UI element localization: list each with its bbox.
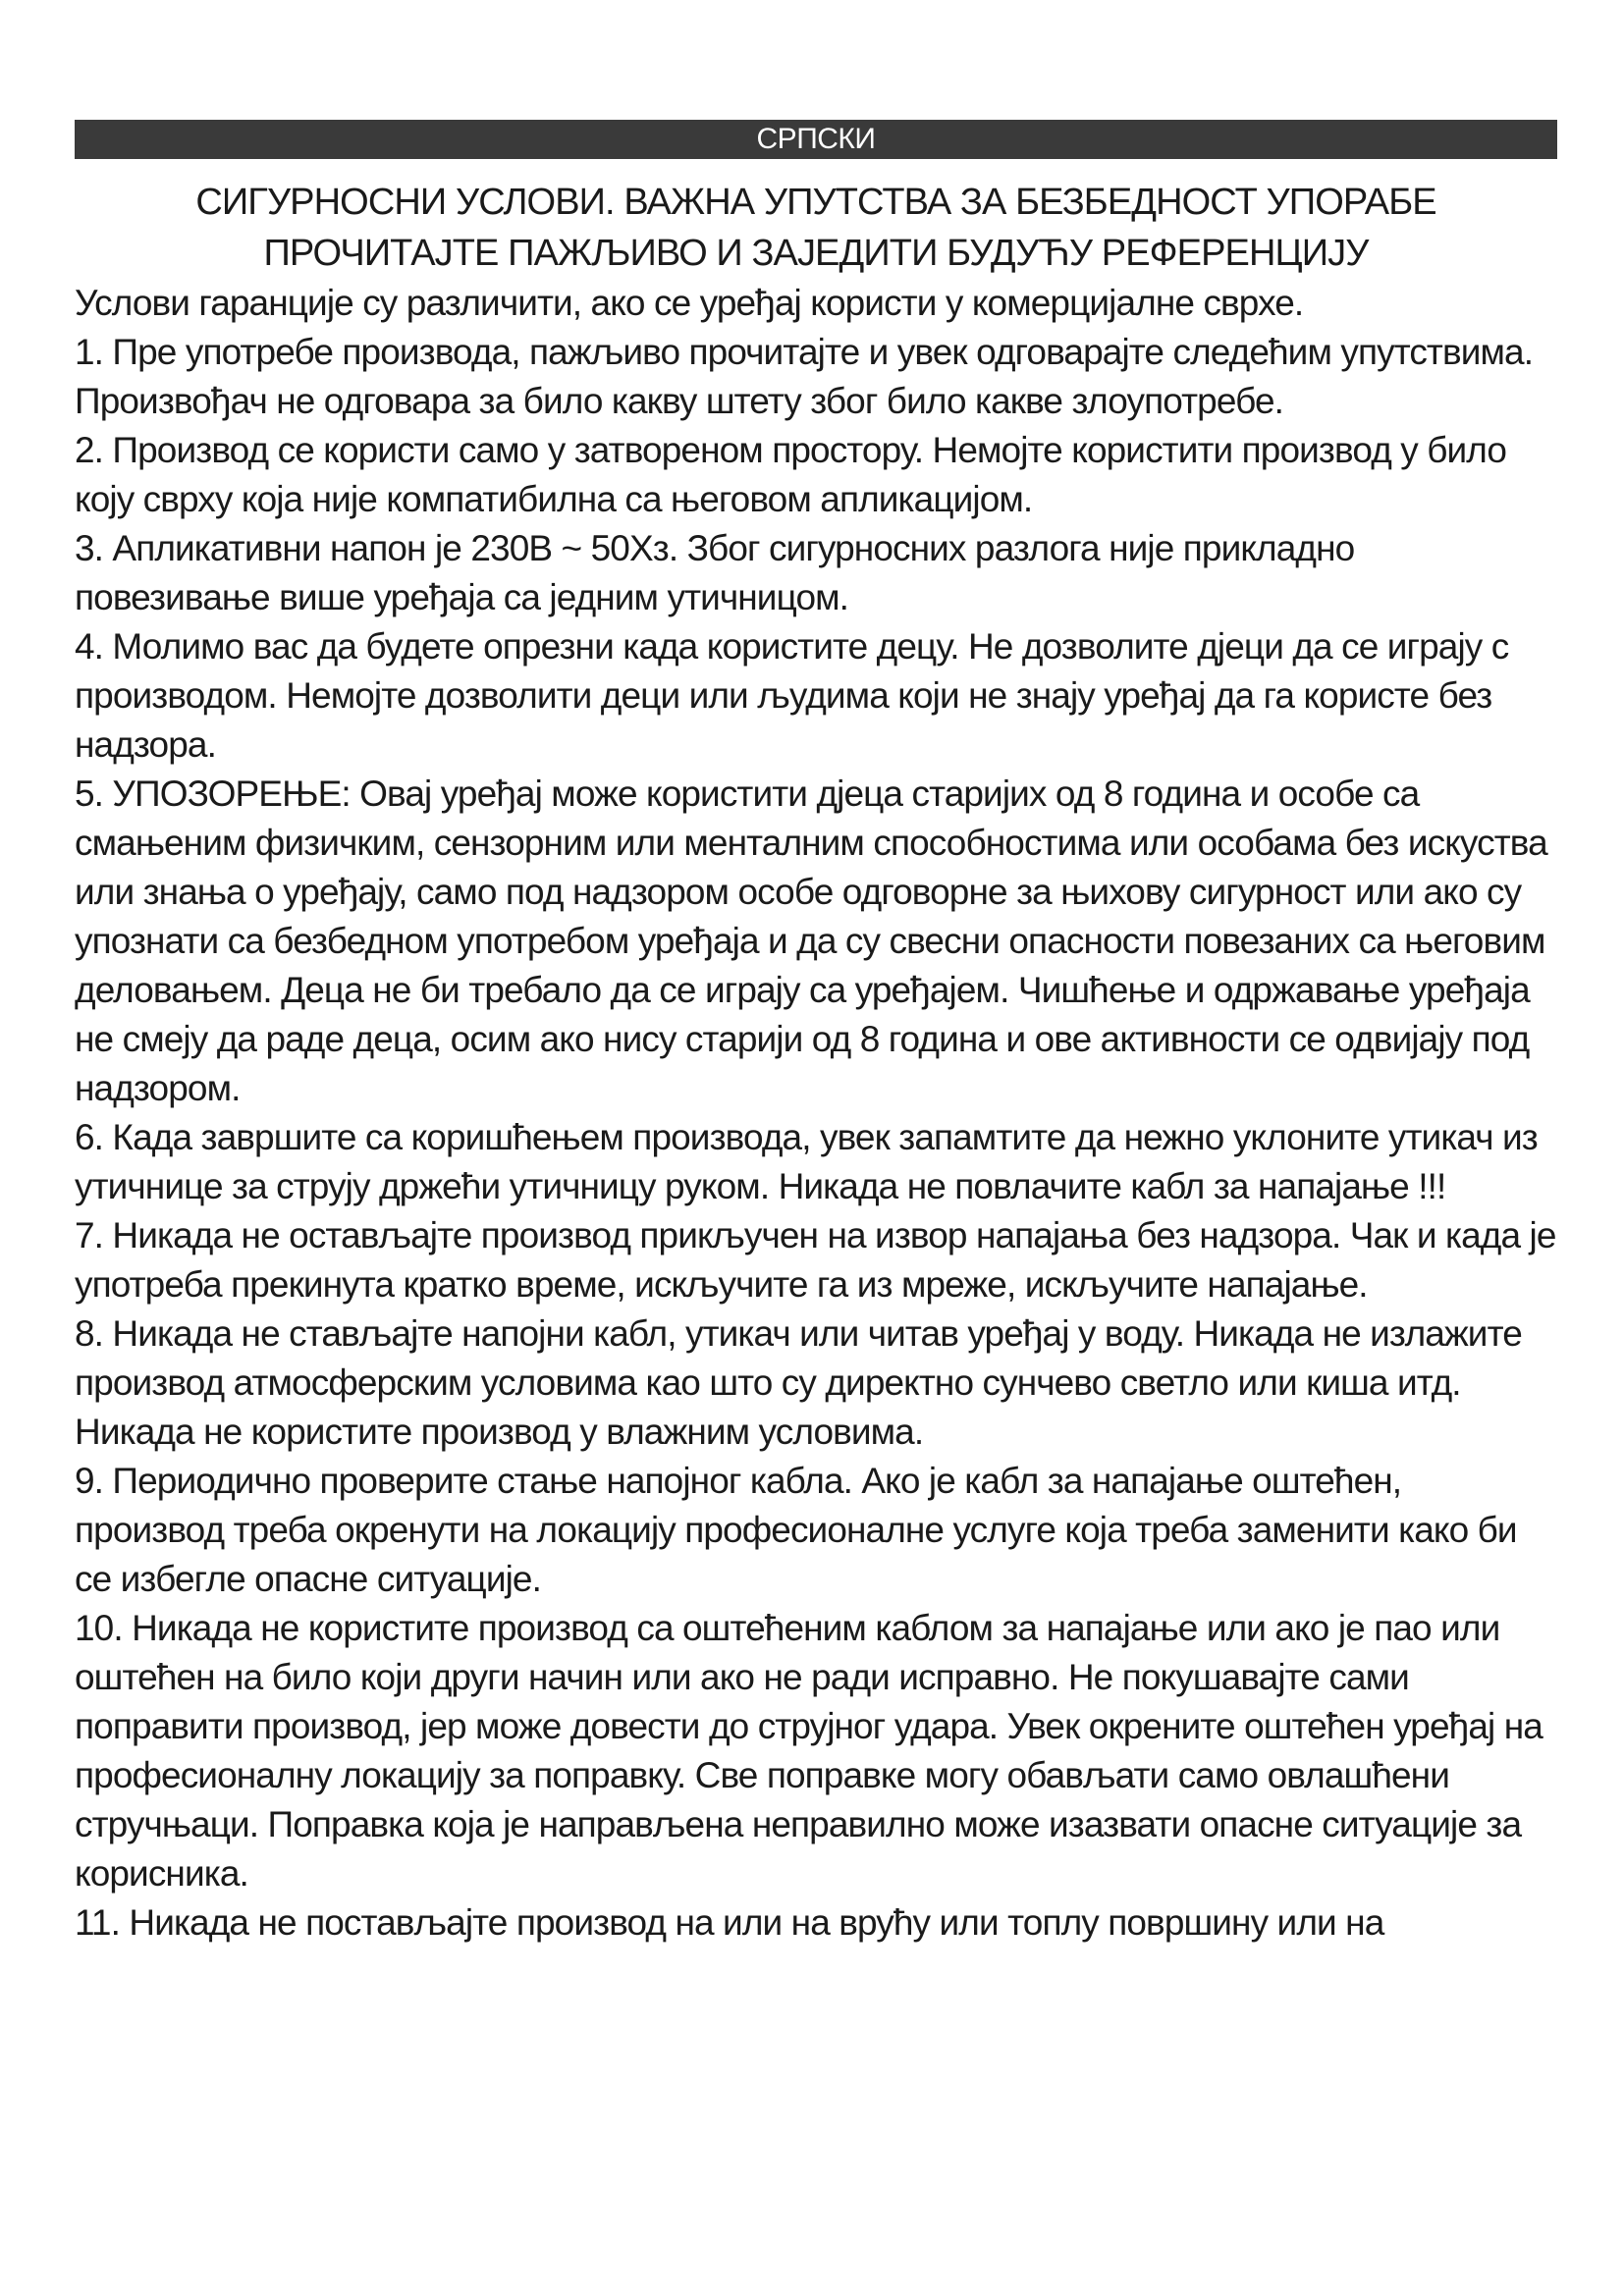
instruction-item-10: 10. Никада не користите производ са оштећеним каблом за напајање или ако је пао или оштећен на било који други начин или ако не ради исправно. Не покушавајте сами поправити производ, јер може довести до струјног удара. Увек окрените оштећен уређај на професионалну локацију за поправку. Све поправке могу обављати само овлашћени стручњаци. Поправка која је направљена неправилно може изазвати опасне ситуације за корисника.: [75, 1608, 1543, 1894]
instruction-item-8: 8. Никада не стављајте напојни кабл, утикач или читав уређај у воду. Никада не излажите производ атмосферским условима као што су директно сунчево светло или киша итд. Никада не користите производ у влажним условима.: [75, 1313, 1522, 1452]
instruction-item-2: 2. Производ се користи само у затвореном простору. Немојте користити производ у било коју сврху која није компатибилна са његовом апликацијом.: [75, 430, 1507, 519]
safety-subtitle: ПРОЧИТАЈТЕ ПАЖЉИВО И ЗАЈЕДИТИ БУДУЋУ РЕФЕРЕНЦИЈУ: [263, 233, 1369, 274]
instructions-body: [75, 279, 1557, 1948]
warranty-intro: Услови гаранције су различити, ако се уређај користи у комерцијалне сврхе.: [75, 283, 1304, 323]
instruction-item-3: 3. Апликативни напон је 230В ~ 50Хз. Због сигурносних разлога није прикладно повезивање више уређаја са једним утичницом.: [75, 528, 1355, 617]
language-label: СРПСКИ: [756, 123, 876, 155]
instruction-item-6: 6. Када завршите са коришћењем производа, увек запамтите да нежно уклоните утикач из утичнице за струју држећи утичницу руком. Никада не повлачите кабл за напајање !!!: [75, 1117, 1538, 1206]
safety-title: СИГУРНОСНИ УСЛОВИ. ВАЖНА УПУТСТВА ЗА БЕЗБЕДНОСТ УПОРАБЕ: [195, 182, 1436, 223]
instruction-item-9: 9. Периодично проверите стање напојног кабла. Ако је кабл за напајање оштећен, производ треба окренути на локацију професионалне услуге која треба заменити како би се избегле опасне ситуације.: [75, 1461, 1517, 1599]
instruction-item-7: 7. Никада не остављајте производ прикључен на извор напајања без надзора. Чак и када је употреба прекинута кратко време, искључите га из мреже, искључите напајање.: [75, 1215, 1556, 1305]
instruction-item-5: 5. УПОЗОРЕЊЕ: Овај уређај може користити дјеца старијих од 8 година и особе са смањеним физичким, сензорним или менталним способностима или особама без искуства или знања о уређају, само под надзором особе одговорне за њихову сигурност или ако су упознати са безбедном употребом уређаја и да су свесни опасности повезаних са његовим деловањем. Деца не би требало да се играју са уређајем. Чишћење и одржавање уређаја не смеју да раде деца, осим ако нису старији од 8 година и ове активности се одвијају под надзором.: [75, 774, 1547, 1108]
instruction-item-1: 1. Пре употребе производа, пажљиво прочитајте и увек одговарајте следећим упутствима. Произвођач не одговара за било какву штету због било какве злоупотребе.: [75, 332, 1534, 421]
language-header-bar: [75, 120, 1557, 159]
manual-page: [75, 120, 1557, 2260]
instruction-item-4: 4. Молимо вас да будете опрезни када користите децу. Не дозволите дјеци да се играју с производом. Немојте дозволити деци или људима који не знају уређај да га користе без надзора.: [75, 626, 1509, 765]
instruction-item-11: 11. Никада не постављајте производ на или на врућу или топлу површину или на: [75, 1902, 1384, 1943]
